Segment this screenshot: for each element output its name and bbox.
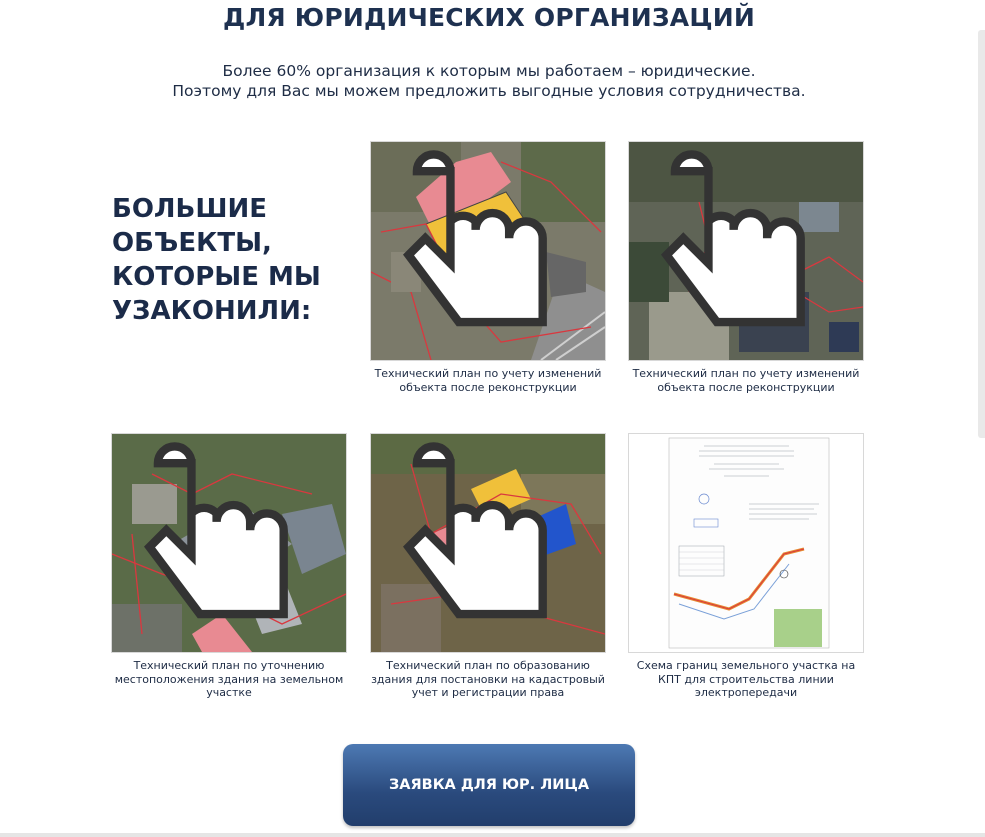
page-title: ДЛЯ ЮРИДИЧЕСКИХ ОРГАНИЗАЦИЙ — [223, 3, 755, 32]
subtitle-line-1: Более 60% организация к которым мы работаем – юридические. — [222, 62, 756, 80]
project-card-1[interactable] — [370, 141, 606, 394]
project-caption-5: Схема границ земельного участка на КПТ для строительства линии электропередачи — [636, 659, 856, 699]
section-heading-line-2: ОБЪЕКТЫ, — [112, 228, 272, 258]
project-card-2[interactable] — [628, 141, 864, 394]
hand-pointer-icon — [370, 438, 601, 653]
section-heading-line-4: УЗАКОНИЛИ: — [112, 296, 312, 326]
hand-pointer-icon — [628, 146, 859, 361]
project-card-4[interactable] — [370, 433, 606, 700]
project-image-3[interactable] — [111, 433, 347, 653]
project-caption-4: Технический план по образованию здания для постановки на кадастровый учет и регистрации права — [371, 659, 605, 699]
project-image-1[interactable] — [370, 141, 606, 361]
project-image-5[interactable] — [628, 433, 864, 653]
legal-entity-request-button[interactable]: ЗАЯВКА ДЛЯ ЮР. ЛИЦА — [343, 744, 635, 826]
project-caption-3: Технический план по уточнению местоположения здания на земельном участке — [114, 659, 344, 699]
page-subtitle — [0, 61, 978, 101]
project-caption-2: Технический план по учету изменений объекта после реконструкции — [632, 367, 860, 394]
hand-pointer-icon — [370, 146, 601, 361]
subtitle-line-2: Поэтому для Вас мы можем предложить выгодные условия сотрудничества. — [172, 82, 806, 100]
section-heading — [112, 192, 342, 328]
bottom-divider — [0, 833, 985, 837]
project-image-4[interactable] — [370, 433, 606, 653]
project-caption-1: Технический план по учету изменений объекта после реконструкции — [374, 367, 602, 394]
hand-pointer-icon — [111, 438, 342, 653]
section-heading-line-1: БОЛЬШИЕ — [112, 194, 267, 224]
project-card-5[interactable] — [628, 433, 864, 700]
section-heading-line-3: КОТОРЫЕ МЫ — [112, 262, 321, 292]
side-scroll-strip[interactable] — [978, 30, 985, 438]
project-card-3[interactable] — [111, 433, 347, 700]
project-image-2[interactable] — [628, 141, 864, 361]
